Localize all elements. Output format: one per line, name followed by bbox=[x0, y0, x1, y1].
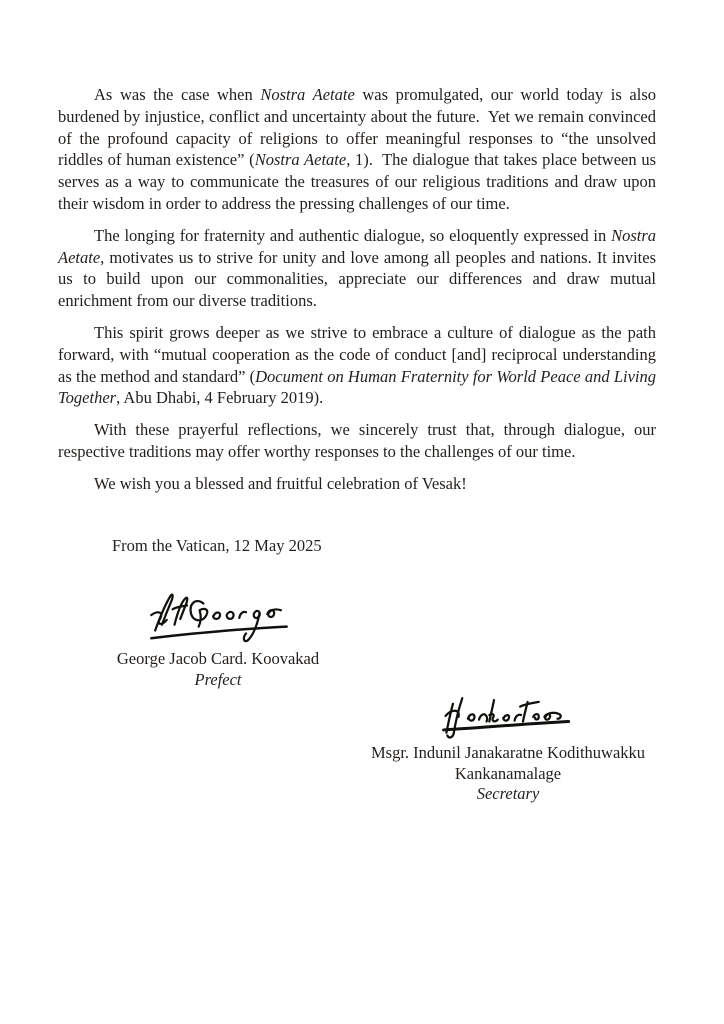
italic-text-segment: Nostra Aetate bbox=[58, 225, 656, 267]
signature-block-prefect bbox=[88, 588, 348, 690]
text-segment: With these prayerful reflections, we sincerely trust that, through dialogue, our respective traditions may offer worthy responses to the challenges of our time. bbox=[58, 420, 656, 461]
dateline: From the Vatican, 12 May 2025 bbox=[112, 535, 322, 555]
paragraph bbox=[58, 225, 656, 312]
text-segment: We wish you a blessed and fruitful celebration of Vesak! bbox=[94, 473, 467, 493]
text-segment: As was the case when bbox=[94, 85, 261, 104]
janakaratne-signature-icon bbox=[438, 690, 578, 740]
koovakad-signature-icon bbox=[142, 588, 294, 646]
paragraph bbox=[58, 419, 656, 463]
italic-text-segment: Document on Human Fraternity for World Peace and Living Together bbox=[58, 366, 656, 408]
text-segment: , Abu Dhabi, 4 February 2019). bbox=[116, 388, 324, 408]
text-segment: The longing for fraternity and authentic dialogue, so eloquently expressed in bbox=[94, 225, 612, 245]
italic-text-segment: Nostra Aetate bbox=[254, 150, 347, 170]
text-segment: This spirit grows deeper as we strive to embrace a culture of dialogue as the path forward, with “mutual cooperation as the code of conduct [and] reciprocal understanding as the method and standard” ( bbox=[58, 322, 656, 386]
signer-name: Msgr. Indunil Janakaratne Kodithuwakku bbox=[370, 743, 646, 762]
paragraph bbox=[58, 473, 656, 495]
signature-block-secretary bbox=[338, 690, 678, 805]
text-segment: was promulgated, our world today is also burdened by injustice, conflict and uncertainty about the future. Yet we remain convinced of the profound capacity of religions to offer meaningful responses to “the unsolved riddles of human existence” ( bbox=[58, 85, 656, 170]
signer-name-line2: Kankanamalage bbox=[454, 763, 562, 783]
paragraph bbox=[58, 84, 656, 215]
italic-text-segment: Nostra Aetate bbox=[260, 85, 355, 104]
paragraph bbox=[58, 322, 656, 409]
letter-body bbox=[58, 84, 656, 556]
signer-name: George Jacob Card. Koovakad bbox=[116, 649, 320, 668]
text-segment: , motivates us to strive for unity and love among all peoples and nations. It invites us to build upon our commonalities, appreciate our differences and draw mutual enrichment from our diverse traditions. bbox=[58, 247, 656, 311]
signer-title: Secretary bbox=[476, 784, 540, 803]
signer-title: Prefect bbox=[194, 669, 242, 689]
text-segment: , 1). The dialogue that takes place between us serves as a way to communicate the treasures of our religious traditions and draw upon their wisdom in order to address the pressing challenges of our time. bbox=[58, 150, 657, 213]
